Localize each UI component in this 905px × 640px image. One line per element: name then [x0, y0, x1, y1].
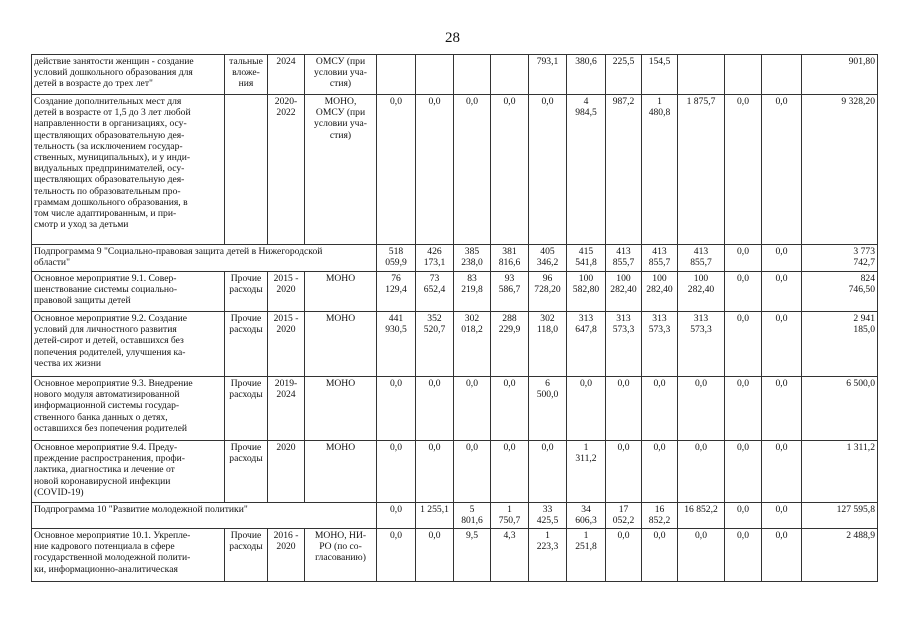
year-value	[678, 503, 725, 529]
total-value-text: 3 773 742,7	[853, 246, 875, 269]
year-value-text: 225,5	[612, 56, 635, 67]
year-value	[454, 95, 491, 245]
year-value-text: 413 855,7	[648, 246, 671, 269]
year-value	[491, 312, 529, 377]
year-value-text: 0,0	[466, 442, 478, 453]
measure-name-text: действие занятости женщин - создание условий дошкольного образования для детей в возрасте до трех лет"	[34, 56, 194, 90]
table-row	[32, 55, 878, 95]
subprogram-title-text: Подпрограмма 9 "Социально-правовая защита детей в Нижегородской области"	[34, 246, 323, 269]
year-value-text: 0,0	[503, 96, 516, 107]
year-value	[416, 529, 454, 582]
year-value	[529, 377, 567, 441]
executor-text: ОМСУ (при условии уча- стия)	[314, 56, 367, 90]
year-value-text: 0,0	[541, 96, 554, 107]
year-value	[567, 272, 606, 312]
year-value	[377, 529, 416, 582]
executor	[305, 441, 377, 503]
year-value-text: 0,0	[466, 96, 478, 107]
year-value	[491, 529, 529, 582]
funding-source-text: Прочие расходы	[229, 442, 263, 465]
implementation-period-text: 2016 - 2020	[273, 530, 299, 553]
year-value-text: 0,0	[580, 378, 592, 389]
year-value-text: 0,0	[653, 378, 666, 389]
year-value	[491, 377, 529, 441]
page-number: 28	[445, 30, 460, 46]
executor-text: МОНО	[325, 442, 356, 453]
year-value	[529, 272, 567, 312]
year-value	[725, 503, 762, 529]
year-value-text: 0,0	[737, 504, 749, 515]
year-value-text: 352 520,7	[423, 313, 446, 336]
executor	[305, 312, 377, 377]
year-value-text: 0,0	[617, 378, 630, 389]
year-value-text: 0,0	[617, 530, 630, 541]
year-value	[377, 312, 416, 377]
year-value-text: 34 606,3	[575, 504, 597, 527]
year-value	[725, 95, 762, 245]
year-value	[642, 272, 678, 312]
year-value	[491, 245, 529, 272]
table-row	[32, 503, 878, 529]
year-value-text: 0,0	[775, 313, 788, 324]
year-value	[454, 272, 491, 312]
year-value-text: 313 573,3	[690, 313, 712, 336]
funding-source	[225, 95, 268, 245]
funding-source-text: тальные вложе- ния	[229, 56, 263, 90]
year-value	[416, 55, 454, 95]
table-row	[32, 441, 878, 503]
year-value-text: 1 480,8	[648, 96, 671, 119]
year-value	[416, 245, 454, 272]
year-value	[529, 529, 567, 582]
measure-name	[32, 529, 225, 582]
year-value	[377, 55, 416, 95]
table-row	[32, 377, 878, 441]
measure-name	[32, 312, 225, 377]
year-value	[416, 272, 454, 312]
year-value-text: 5 801,6	[461, 504, 483, 527]
year-value	[454, 312, 491, 377]
year-value	[567, 441, 606, 503]
year-value	[642, 55, 678, 95]
year-value-text: 0,0	[737, 442, 749, 453]
total-value-text: 9 328,20	[841, 96, 875, 107]
table-row	[32, 312, 878, 377]
implementation-period-text: 2020- 2022	[274, 96, 298, 119]
total-value-text: 127 595,8	[836, 504, 875, 515]
year-value	[762, 312, 802, 377]
year-value-text: 987,2	[612, 96, 635, 107]
year-value	[377, 245, 416, 272]
year-value	[606, 441, 642, 503]
year-value-text: 83 219,8	[461, 273, 483, 296]
year-value-text: 100 282,40	[646, 273, 673, 296]
year-value	[529, 503, 567, 529]
funding-source	[225, 272, 268, 312]
year-value	[454, 245, 491, 272]
executor	[305, 529, 377, 582]
year-value	[762, 529, 802, 582]
year-value-text: 93 586,7	[498, 273, 521, 296]
year-value-text: 0,0	[737, 530, 749, 541]
year-value-text: 381 816,6	[498, 246, 521, 269]
year-value-text: 405 346,2	[536, 246, 559, 269]
implementation-period-text: 2015 - 2020	[273, 273, 299, 296]
year-value	[725, 529, 762, 582]
year-value	[642, 377, 678, 441]
executor-text: МОНО, ОМСУ (при условии уча- стия)	[314, 96, 367, 141]
year-value	[606, 245, 642, 272]
total-value-text: 1 311,2	[846, 442, 875, 453]
year-value-text: 413 855,7	[690, 246, 712, 269]
year-value-text: 0,0	[775, 530, 788, 541]
implementation-period-text: 2024	[276, 56, 296, 67]
year-value	[491, 95, 529, 245]
year-value-text: 1 223,3	[536, 530, 559, 553]
year-value	[606, 529, 642, 582]
year-value	[377, 377, 416, 441]
year-value	[762, 272, 802, 312]
year-value	[567, 312, 606, 377]
implementation-period	[268, 441, 305, 503]
year-value	[454, 503, 491, 529]
implementation-period	[268, 95, 305, 245]
year-value	[606, 377, 642, 441]
year-value-text: 0,0	[695, 530, 707, 541]
year-value-text: 17 052,2	[612, 504, 635, 527]
implementation-period	[268, 55, 305, 95]
year-value-text: 96 728,20	[534, 273, 561, 296]
year-value	[762, 55, 802, 95]
year-value	[642, 95, 678, 245]
year-value-text: 288 229,9	[498, 313, 521, 336]
year-value	[678, 95, 725, 245]
year-value-text: 313 647,8	[575, 313, 597, 336]
year-value	[567, 377, 606, 441]
implementation-period	[268, 312, 305, 377]
year-value	[678, 529, 725, 582]
total-value-text: 2 488,9	[846, 530, 875, 541]
year-value-text: 793,1	[536, 56, 559, 67]
executor	[305, 55, 377, 95]
year-value	[529, 441, 567, 503]
year-value	[529, 55, 567, 95]
year-value-text: 0,0	[737, 313, 749, 324]
year-value-text: 1 750,7	[498, 504, 521, 527]
year-value-text: 0,0	[775, 96, 788, 107]
year-value-text: 100 282,40	[687, 273, 715, 296]
year-value	[725, 245, 762, 272]
year-value	[642, 245, 678, 272]
funding-source	[225, 441, 268, 503]
measure-name-text: Основное мероприятие 9.1. Совер- шенствование системы социально- правовой защиты детей	[34, 273, 178, 307]
year-value-text: 0,0	[775, 273, 788, 284]
total-value	[802, 503, 878, 529]
subprogram-title	[32, 245, 377, 272]
total-value	[802, 377, 878, 441]
year-value	[725, 312, 762, 377]
year-value-text: 0,0	[695, 378, 707, 389]
year-value	[529, 245, 567, 272]
year-value	[678, 245, 725, 272]
measure-name-text: Основное мероприятие 10.1. Укрепле- ние кадрового потенциала в сфере государственной молодежной полити- ки, информационно-аналитическая	[34, 530, 191, 575]
year-value-text: 0,0	[390, 504, 402, 515]
year-value	[725, 441, 762, 503]
year-value	[678, 312, 725, 377]
funding-source	[225, 377, 268, 441]
year-value	[491, 441, 529, 503]
year-value-text: 302 118,0	[536, 313, 559, 336]
year-value	[725, 272, 762, 312]
table-row	[32, 245, 878, 272]
year-value-text: 0,0	[653, 530, 666, 541]
year-value	[642, 312, 678, 377]
year-value	[416, 441, 454, 503]
funding-source	[225, 312, 268, 377]
year-value-text: 313 573,3	[648, 313, 671, 336]
measure-name	[32, 377, 225, 441]
year-value-text: 518 059,9	[385, 246, 407, 269]
year-value-text: 0,0	[775, 378, 788, 389]
year-value-text: 0,0	[428, 378, 441, 389]
year-value-text: 441 930,5	[385, 313, 407, 336]
total-value	[802, 529, 878, 582]
funding-source-text: Прочие расходы	[229, 273, 263, 296]
year-value-text: 0,0	[428, 96, 441, 107]
year-value-text: 0,0	[617, 442, 630, 453]
year-value	[491, 272, 529, 312]
measure-name	[32, 441, 225, 503]
year-value-text: 380,6	[575, 56, 597, 67]
implementation-period-text: 2019- 2024	[274, 378, 298, 401]
funding-source	[225, 529, 268, 582]
executor-text: МОНО	[325, 378, 356, 389]
year-value-text: 0,0	[503, 442, 516, 453]
measure-name	[32, 272, 225, 312]
year-value-text: 4,3	[503, 530, 516, 541]
year-value-text: 415 541,8	[575, 246, 597, 269]
measure-name	[32, 55, 225, 95]
year-value-text: 6 500,0	[536, 378, 559, 401]
year-value	[642, 441, 678, 503]
year-value-text: 76 129,4	[385, 273, 407, 296]
year-value	[762, 245, 802, 272]
total-value-text: 824 746,50	[848, 273, 875, 296]
year-value-text: 154,5	[648, 56, 671, 67]
total-value	[802, 245, 878, 272]
year-value	[416, 503, 454, 529]
year-value	[377, 441, 416, 503]
implementation-period	[268, 529, 305, 582]
year-value-text: 0,0	[775, 442, 788, 453]
year-value-text: 413 855,7	[612, 246, 635, 269]
funding-source	[225, 55, 268, 95]
year-value	[567, 55, 606, 95]
year-value-text: 0,0	[775, 504, 788, 515]
year-value	[606, 503, 642, 529]
year-value	[725, 55, 762, 95]
year-value	[377, 272, 416, 312]
year-value-text: 73 652,4	[423, 273, 446, 296]
year-value-text: 0,0	[466, 378, 478, 389]
total-value	[802, 55, 878, 95]
year-value-text: 16 852,2	[648, 504, 671, 527]
year-value-text: 0,0	[737, 378, 749, 389]
year-value	[606, 55, 642, 95]
table-row	[32, 95, 878, 245]
total-value-text: 6 500,0	[846, 378, 875, 389]
year-value	[416, 377, 454, 441]
year-value-text: 100 582,80	[572, 273, 600, 296]
executor	[305, 272, 377, 312]
year-value	[377, 95, 416, 245]
implementation-period-text: 2020	[276, 442, 296, 453]
year-value	[491, 503, 529, 529]
year-value-text: 4 984,5	[575, 96, 597, 119]
year-value	[529, 312, 567, 377]
year-value	[678, 55, 725, 95]
year-value-text: 0,0	[737, 273, 749, 284]
year-value-text: 0,0	[428, 530, 441, 541]
year-value	[678, 441, 725, 503]
year-value-text: 0,0	[737, 96, 749, 107]
year-value	[454, 529, 491, 582]
total-value	[802, 95, 878, 245]
year-value-text: 313 573,3	[612, 313, 635, 336]
year-value	[491, 55, 529, 95]
executor-text: МОНО	[325, 313, 356, 324]
year-value-text: 16 852,2	[684, 504, 718, 515]
funding-source-text: Прочие расходы	[229, 530, 263, 553]
year-value-text: 0,0	[503, 378, 516, 389]
year-value-text: 1 251,8	[575, 530, 597, 553]
year-value-text: 0,0	[428, 442, 441, 453]
total-value	[802, 441, 878, 503]
year-value-text: 1 255,1	[420, 504, 449, 515]
budget-table	[31, 54, 878, 582]
implementation-period-text: 2015 - 2020	[273, 313, 299, 336]
year-value	[454, 55, 491, 95]
measure-name-text: Основное мероприятие 9.4. Преду- преждение распространения, профи- лактика, диагностика и лечение от новой коронавирусной инфекции (COVID-19)	[34, 442, 185, 498]
year-value	[678, 272, 725, 312]
measure-name-text: Основное мероприятие 9.2. Создание условий для личностного развития детей-сирот и детей, оставшихся без попечения родителей, улучшения ка- чества их жизни	[34, 313, 188, 369]
year-value	[454, 377, 491, 441]
year-value	[377, 503, 416, 529]
year-value-text: 0,0	[390, 442, 402, 453]
year-value-text: 0,0	[541, 442, 554, 453]
year-value-text: 302 018,2	[461, 313, 483, 336]
year-value-text: 0,0	[390, 96, 402, 107]
subprogram-title	[32, 503, 377, 529]
year-value-text: 426 173,1	[423, 246, 446, 269]
total-value-text: 901,80	[848, 56, 875, 67]
year-value-text: 0,0	[390, 530, 402, 541]
year-value-text: 33 425,5	[536, 504, 559, 527]
funding-source-text: Прочие расходы	[229, 313, 263, 336]
year-value	[762, 503, 802, 529]
year-value	[567, 245, 606, 272]
year-value-text: 0,0	[737, 246, 749, 257]
executor	[305, 95, 377, 245]
year-value	[606, 312, 642, 377]
subprogram-title-text: Подпрограмма 10 "Развитие молодежной политики"	[34, 504, 248, 515]
year-value	[678, 377, 725, 441]
year-value-text: 0,0	[390, 378, 402, 389]
year-value	[725, 377, 762, 441]
table-row	[32, 529, 878, 582]
year-value-text: 385 238,0	[461, 246, 483, 269]
year-value-text: 100 282,40	[610, 273, 637, 296]
year-value-text: 1 311,2	[575, 442, 597, 465]
year-value	[567, 95, 606, 245]
executor	[305, 377, 377, 441]
measure-name	[32, 95, 225, 245]
year-value	[762, 95, 802, 245]
year-value-text: 0,0	[653, 442, 666, 453]
year-value-text: 1 875,7	[686, 96, 716, 107]
year-value	[606, 272, 642, 312]
year-value	[416, 312, 454, 377]
implementation-period	[268, 272, 305, 312]
year-value	[567, 529, 606, 582]
year-value	[606, 95, 642, 245]
year-value-text: 0,0	[695, 442, 707, 453]
year-value	[642, 503, 678, 529]
year-value-text: 9,5	[466, 530, 478, 541]
measure-name-text: Основное мероприятие 9.3. Внедрение нового модуля автоматизированной информационной системы государ- ственного банка данных о детях, оставшихся без попечения родителей	[34, 378, 193, 434]
total-value-text: 2 941 185,0	[853, 313, 875, 336]
funding-source-text: Прочие расходы	[229, 378, 263, 401]
year-value	[762, 441, 802, 503]
executor-text: МОНО	[325, 273, 356, 284]
year-value	[642, 529, 678, 582]
year-value-text: 0,0	[775, 246, 788, 257]
executor-text: МОНО, НИ- РО (по со- гласованию)	[314, 530, 367, 564]
total-value	[802, 312, 878, 377]
year-value	[762, 377, 802, 441]
measure-name-text: Создание дополнительных мест для детей в возрасте от 1,5 до 3 лет любой направленности в организациях, осу- ществляющих образовательную дея- тельность (за исключением государ- ственных, муниципальных), и у инди- видуальных предпринимателей, осу- ществляющих образовательную дея- тельность по образовательным про- граммам дошкольного образования, в том числе адаптированным, и при- смотр и уход за детьми	[34, 96, 191, 231]
implementation-period	[268, 377, 305, 441]
year-value	[529, 95, 567, 245]
year-value	[416, 95, 454, 245]
year-value	[567, 503, 606, 529]
table-row	[32, 272, 878, 312]
total-value	[802, 272, 878, 312]
year-value	[454, 441, 491, 503]
